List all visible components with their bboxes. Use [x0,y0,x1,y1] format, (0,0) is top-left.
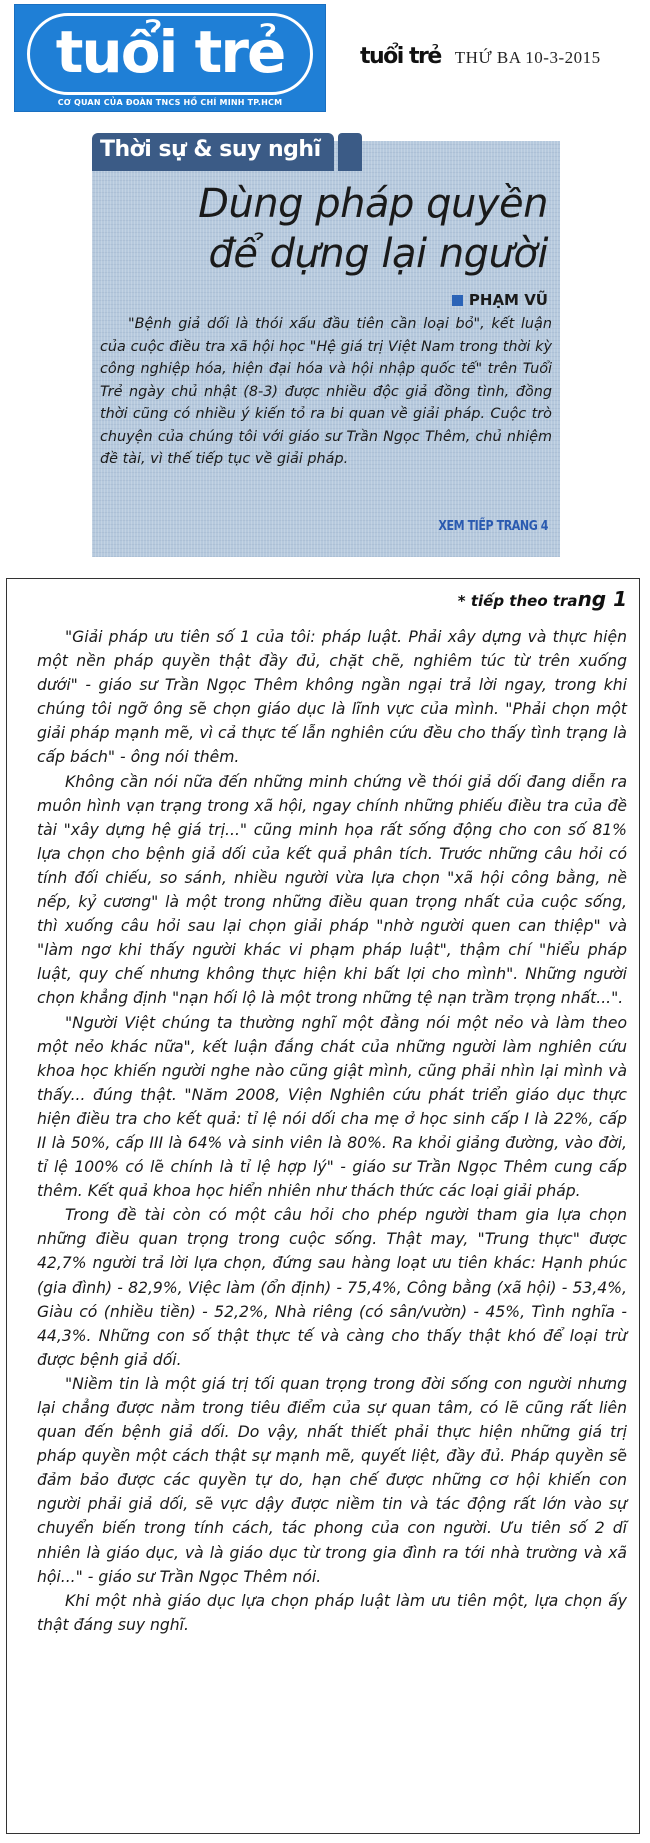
newspaper-logo [14,4,326,112]
see-more-link[interactable]: XEM TIẾP TRANG 4 [438,519,548,534]
issue-date: THỨ BA 10-3-2015 [454,48,601,67]
section-label: Thời sự & suy nghĩ [100,137,321,162]
section-tab-notch [338,133,362,171]
continued-prefix: * tiếp theo tra [457,592,578,610]
headline [188,179,548,279]
continued-page: ng 1 [577,587,627,611]
logo-text: tuổi trẻ [55,18,285,86]
paragraph-6: Khi một nhà giáo dục lựa chọn pháp luật làm ưu tiên một, lựa chọn ấy thật đáng suy nghĩ. [37,1591,627,1634]
headline-line-2: để dựng lại người [208,231,548,277]
continued-from-label [458,587,627,611]
section-tab [92,133,334,171]
headline-line-1: Dùng pháp quyền [198,181,548,227]
continuation-box [6,578,640,1834]
article-body [37,625,627,1637]
paragraph-1: "Giải pháp ưu tiên số 1 của tôi: pháp luật. Phải xây dựng và thực hiện một nền pháp quyền thật đầy đủ, chặt chẽ, nghiêm túc từ trên xuống dưới" - giáo sư Trần Ngọc Thêm không ngần ngại trả lời ngay, trong khi chúng tôi ngỡ ông sẽ chọn giáo dục là lĩnh vực của mình. "Phải chọn một giải pháp mạnh mẽ, vì cả thực tế lẫn nghiên cứu đều cho thấy tình trạng là cấp bách" - ông nói thêm. [37,628,627,767]
page-header [360,44,601,69]
paragraph-4: Trong đề tài còn có một câu hỏi cho phép người tham gia lựa chọn những điều quan trọng trong cuộc sống. Thật may, "Trung thực" được 42,7% người trả lời lựa chọn, đứng sau hàng loạt ưu tiên khác: Hạnh phúc (gia đình) - 82,9%, Việc làm (ổn định) - 75,4%, Công bằng (xã hội) - 53,4%, Giàu có (nhiều tiền) - 52,2%, Nhà riêng (có sân/vườn) - 45%, Tình nghĩa - 44,3%. Những con số thật thực tế và càng cho thấy thật khó để loại trừ được bệnh giả dối. [37,1206,627,1369]
paragraph-5: "Niềm tin là một giá trị tối quan trọng trong đời sống con người nhưng lại chẳng được nằm trong tiêu điểm của sự quan tâm, có lẽ cũng rất liên quan đến bệnh giả dối. Do vậy, nhất thiết phải thực hiện những giá trị pháp quyền một cách thật sự mạnh mẽ, quyết liệt, đầy đủ. Pháp quyền sẽ đảm bảo được các quyền tự do, hạn chế được những cơ hội khiến con người phải giả dối, sẽ vực dậy được niềm tin và tác động rất lớn vào sự chuyển biến trong tính cách, tác phong của con người. Ưu tiên số 2 dĩ nhiên là giáo dục, và là giáo dục từ trong gia đình ra tới nhà trường và xã hội..." - giáo sư Trần Ngọc Thêm nói. [37,1374,627,1586]
paragraph-2: Không cần nói nữa đến những minh chứng về thói giả dối đang diễn ra muôn hình vạn trạng trong xã hội, ngay chính những phiếu điều tra của đề tài "xây dựng hệ giá trị..." cũng minh họa rất sống động cho con số 81% lựa chọn cho bệnh giả dối của kết quả phân tích. Trước những câu hỏi có tính đối chiếu, so sánh, nhiều người vừa lựa chọn "xã hội công bằng, nề nếp, kỷ cương" là một trong những điều quan trọng nhất của cuộc sống, thì xuống câu hỏi sau lại chọn giải pháp "nhờ người quen can thiệp" và "làm ngơ khi thấy người khác vi phạm pháp luật", thậm chí "hiểu pháp luật, quy chế nhưng không thực hiện khi bất lợi cho mình". Những người chọn khẳng định "nạn hối lộ là một trong những tệ nạn trầm trọng nhất...". [37,772,627,1008]
byline-square-icon [452,295,463,306]
lead-paragraph: "Bệnh giả dối là thói xấu đầu tiên cần loại bỏ", kết luận của cuộc điều tra xã hội học "Hệ giá trị Việt Nam trong thời kỳ công nghiệp hóa, hiện đại hóa và hội nhập quốc tế" trên Tuổi Trẻ ngày chủ nhật (8-3) được nhiều độc giả đồng tình, đồng thời cũng có nhiều ý kiến tỏ ra bi quan về giải pháp. Cuộc trò chuyện của chúng tôi với giáo sư Trần Ngọc Thêm, chủ nhiệm đề tài, vì thế tiếp tục về giải pháp. [100,316,552,467]
article-header-panel [92,137,560,557]
byline [452,291,548,309]
logo-tagline: CƠ QUAN CỦA ĐOÀN TNCS HỒ CHÍ MINH TP.HCM [57,98,283,107]
header-brand: tuổi trẻ [360,44,441,69]
author-name: PHẠM VŨ [468,291,548,309]
paragraph-3: "Người Việt chúng ta thường nghĩ một đằng nói một nẻo và làm theo một nẻo khác nữa", kết luận đắng chát của những người làm nghiên cứu khoa học khiến người nghe nào cũng giật mình, cũng phải nhìn lại mình và thấy... đúng thật. "Năm 2008, Viện Nghiên cứu phát triển giáo dục thực hiện điều tra cho kết quả: tỉ lệ nói dối cha mẹ ở học sinh cấp I là 22%, cấp II là 50%, cấp III là 64% và sinh viên là 80%. Ra khỏi giảng đường, vào đời, tỉ lệ 100% có lẽ chính là tỉ lệ hợp lý" - giáo sư Trần Ngọc Thêm cung cấp thêm. Kết quả khoa học hiển nhiên như thách thức các loại giải pháp. [37,1013,627,1201]
